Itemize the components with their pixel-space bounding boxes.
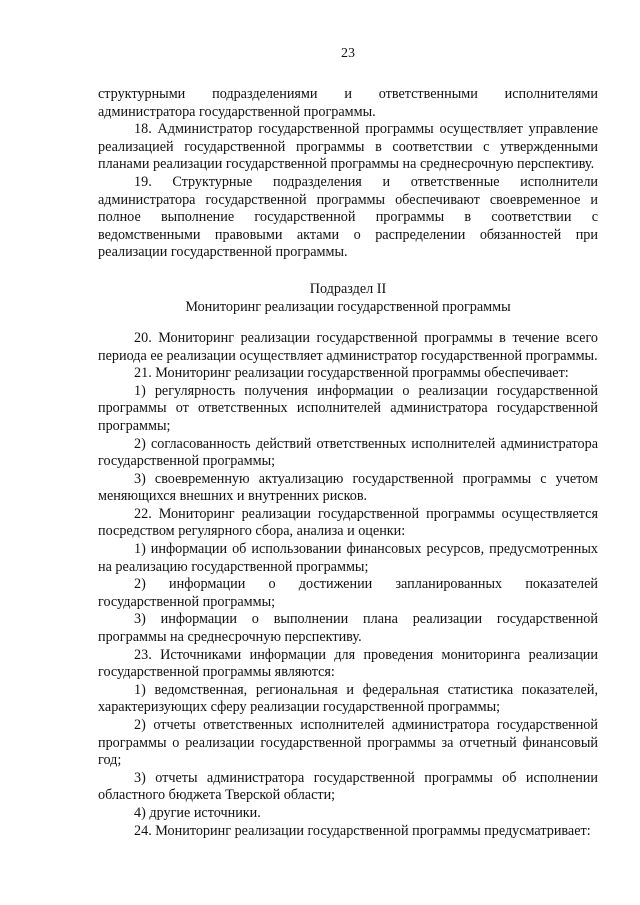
- paragraph-24: 24. Мониторинг реализации государственной программы предусматривает:: [134, 822, 591, 839]
- list-item-22-2: 2) информации о достижении запланированных показателей государственной программы;: [98, 576, 598, 610]
- paragraph-22: 22. Мониторинг реализации государственной программы осуществляется посредством регулярного сбора, анализа и оценки:: [98, 505, 598, 540]
- list-item-23-1: 1) ведомственная, региональная и федеральная статистика показателей, характеризующих сферу реализации государственной программы;: [98, 681, 598, 716]
- list-item-23-2: 2) отчеты ответственных исполнителей администратора государственной программы о реализации государственной программы за отчетный финансовый год;: [98, 717, 598, 769]
- subsection-title: Мониторинг реализации государственной программы: [185, 298, 511, 315]
- paragraph-continuation: структурными подразделениями и ответственными исполнителями администратора государственной программы.: [98, 86, 598, 120]
- paragraph-20: 20. Мониторинг реализации государственной программы в течение всего периода ее реализации осуществляет администратор государственной программы.: [98, 329, 598, 364]
- list-item-21-3: 3) своевременную актуализацию государственной программы с учетом меняющихся внешних и внутренних рисков.: [98, 470, 598, 505]
- page-number: 23: [341, 46, 355, 61]
- subsection-label: Подраздел II: [309, 280, 387, 297]
- list-item-21-2: 2) согласованность действий ответственных исполнителей администратора государственной программы;: [98, 435, 598, 470]
- paragraph-19: 19. Структурные подразделения и ответственные исполнители администратора государственной программы обеспечивают своевременное и полное выполнение государственной программы в соответствии с ведомственными правовыми актами о распределении обязанностей при реализации государственной программы.: [98, 173, 598, 261]
- list-item-22-1: 1) информации об использовании финансовых ресурсов, предусмотренных на реализацию государственной программы;: [98, 541, 598, 575]
- list-item-22-3: 3) информации о выполнении плана реализации государственной программы на среднесрочную перспективу.: [98, 611, 598, 646]
- list-item-23-3: 3) отчеты администратора государственной программы об исполнении областного бюджета Тверской области;: [98, 769, 598, 804]
- body-text: [98, 86, 598, 840]
- list-item-21-1: 1) регулярность получения информации о реализации государственной программы от ответственных исполнителей администратора государственной программы;: [98, 382, 598, 434]
- list-item-23-4: 4) другие источники.: [134, 804, 261, 821]
- paragraph-21: 21. Мониторинг реализации государственной программы обеспечивает:: [134, 365, 569, 382]
- paragraph-18: 18. Администратор государственной программы осуществляет управление реализацией государственной программы в соответствии с утвержденными планами реализации государственной программы на среднесрочную перспективу.: [98, 121, 598, 173]
- paragraph-23: 23. Источниками информации для проведения мониторинга реализации государственной программы являются:: [98, 646, 598, 681]
